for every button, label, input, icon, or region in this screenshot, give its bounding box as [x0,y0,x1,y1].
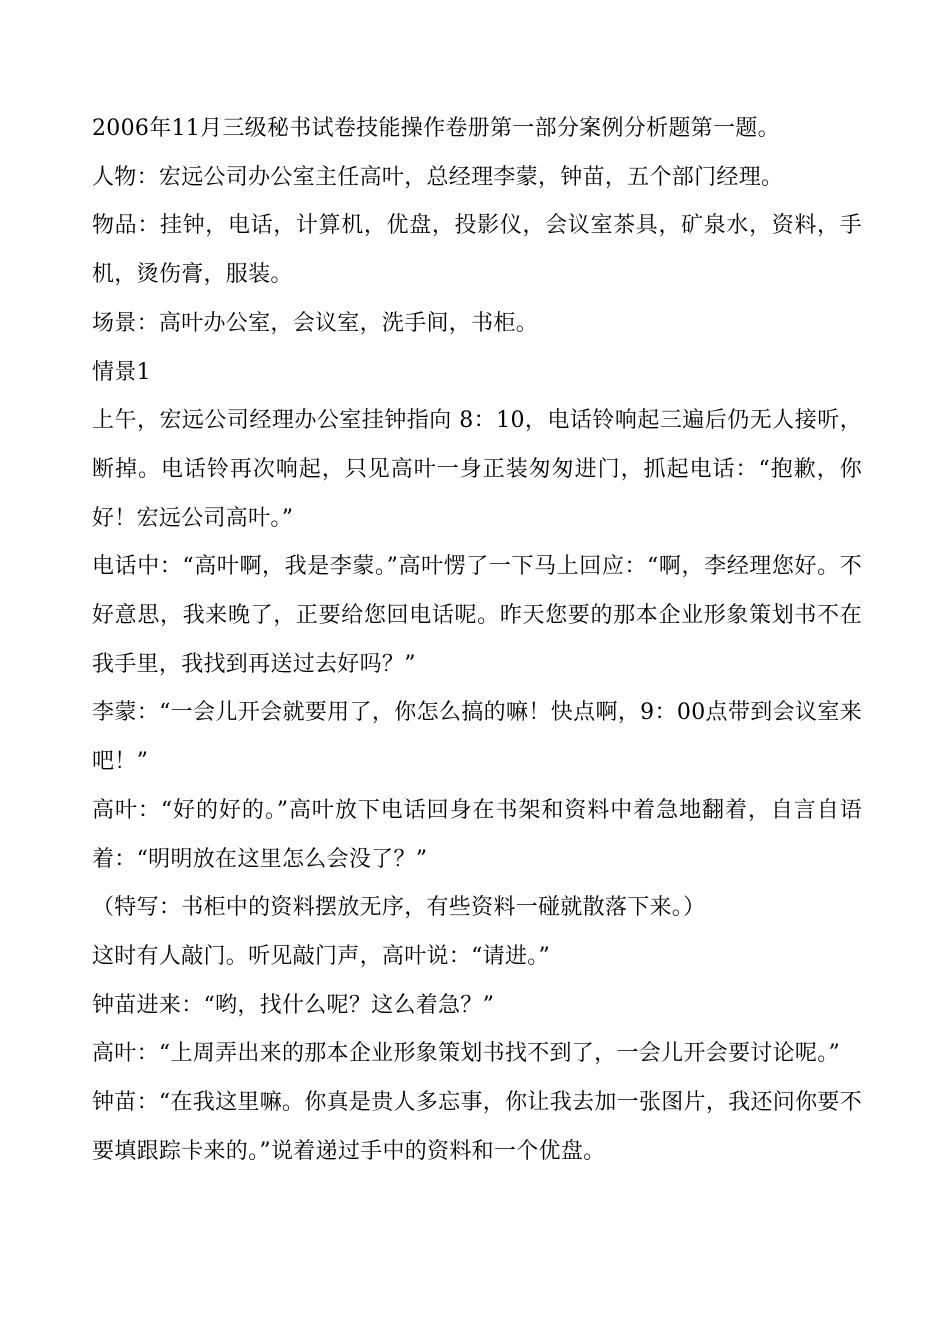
dialogue-paragraph: 李蒙：“一会儿开会就要用了，你怎么搞的嘛！快点啊，9：00点带到会议室来吧！” [92,700,862,775]
items-line: 物品：挂钟，电话，计算机，优盘，投影仪，会议室茶具，矿泉水，资料，手机，烫伤膏，服装。 [92,213,862,288]
scenes-line: 场景：高叶办公室，会议室，洗手间，书柜。 [92,310,539,336]
scenario-heading: 情景1 [92,359,151,385]
dialogue-paragraph: 高叶：“好的好的。”高叶放下电话回身在书架和资料中着急地翻着，自言自语着：“明明放在这里怎么会没了？” [92,797,862,872]
dialogue-paragraph: 电话中：“高叶啊，我是李蒙。”高叶愣了一下马上回应：“啊，李经理您好。不好意思，我来晚了，正要给您回电话呢。昨天您要的那本企业形象策划书不在我手里，我找到再送过去好吗？” [92,554,862,677]
document-body [92,105,862,1176]
narrative-paragraph: 上午，宏远公司经理办公室挂钟指向 8：10，电话铃响起三遍后仍无人接听，断掉。电话铃再次响起，只见高叶一身正装匆匆进门，抓起电话：“抱歉，你好！宏远公司高叶。” [92,408,862,531]
dialogue-paragraph: 钟苗进来：“哟，找什么呢？这么着急？” [92,992,495,1018]
closeup-note: （特写：书柜中的资料摆放无序，有些资料一碰就散落下来。） [92,895,706,921]
exam-title-line: 2006年11月三级秘书试卷技能操作卷册第一部分案例分析题第一题。 [92,116,780,141]
dialogue-paragraph: 高叶：“上周弄出来的那本企业形象策划书找不到了，一会儿开会要讨论呢。” [92,1041,840,1067]
characters-line: 人物：宏远公司办公室主任高叶，总经理李蒙，钟苗，五个部门经理。 [92,164,784,190]
dialogue-paragraph: 钟苗：“在我这里嘛。你真是贵人多忘事，你让我去加一张图片，我还问你要不要填跟踪卡来的。”说着递过手中的资料和一个优盘。 [92,1090,862,1164]
dialogue-paragraph: 这时有人敲门。听见敲门声，高叶说：“请进。” [92,943,551,969]
